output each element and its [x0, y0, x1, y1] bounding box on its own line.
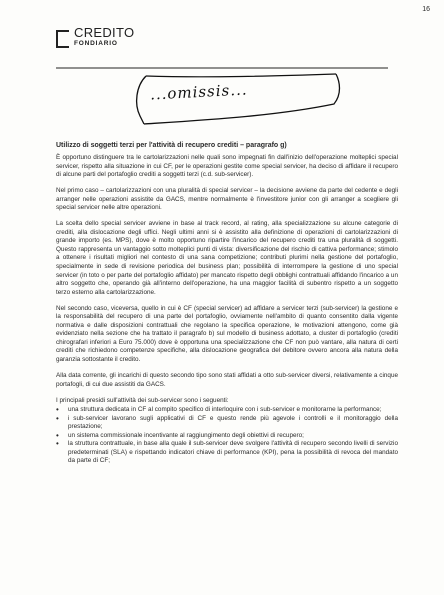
- credito-fondiario-logo: [56, 26, 134, 48]
- list-item: • un sistema commissionale incentivante al raggiungimento degli obiettivi di recupero;: [56, 432, 398, 441]
- handwritten-omissis: ...omissis...: [149, 80, 248, 104]
- paragraph: Alla data corrente, gli incarichi di questo secondo tipo sono stati affidati a otto sub-servicer diversi, relativamente a cinque portafogli, di cui due assistiti da GACS.: [56, 372, 398, 388]
- paragraph: I principali presidi sull'attività dei sub-servicer sono i seguenti:: [56, 396, 229, 404]
- body-text: [56, 154, 398, 466]
- presidi-list: [56, 406, 398, 466]
- paragraph: Nel secondo caso, viceversa, quello in cui è CF (special servicer) ad affidare a servicer terzi (sub-servicer) la gestione e la responsabilità del recupero di una parte del portafoglio, ovviamente nell'ambito di quanto consentito dalla vigente normativa e dalle disposizioni contrattuali che regolano la specifica operazione, le motivazioni attengono, come già evidenziato nella sezione che ha trattato il paragrafo b) sul modello di business adottato, a cluster di portafoglio (crediti chirografari inferiori a Euro 75.000) dove è opportuna una specializzazione che CF non può vantare, alla natura di certi crediti che richiedono competenze specifiche, alla dislocazione geografica del debitore ovvero ancora alla natura della garanzia sottostante il credito.: [56, 304, 398, 363]
- section-heading: Utilizzo di soggetti terzi per l'attività di recupero crediti – paragrafo g): [56, 142, 287, 149]
- page-number: 16: [422, 6, 430, 13]
- paragraph: La scelta dello special servicer avviene in base al track record, al rating, alla specializzazione su alcune categorie di crediti, alla dislocazione degli uffici. Negli ultimi anni si è assistito alla definizione di operazioni di cartolarizzazioni di grande importo (es. MPS), dove è molto opportuno ripartire l'incarico del recupero crediti tra una pluralità di soggetti. Questo rappresenta un vantaggio sotto molteplici punti di vista: diversificazione del rischio di cattiva performance; stimolo a ottenere i risultati migliori nel contesto di una sana competizione; contributi plurimi nella gestione del portafoglio, specialmente in sede di revisione periodica del business plan; possibilità di interrompere la gestione di uno special servicer (in toto o per parte del portafoglio affidato) per mancato rispetto degli obblighi contrattuali affidando l'incarico a un altro soggetto che, operando già all'interno dell'operazione, ha una maggior facilità di subentro rispetto a un soggetto terzo esterno alla cartolarizzazione.: [56, 220, 398, 296]
- list-item: • la struttura contrattuale, in base alla quale il sub-servicer deve svolgere l'attività di recupero secondo livelli di servizio predeterminati (SLA) e rispettando indicatori chiave di performance (KPI), pena la possibilità di revoca del mandato da parte di CF;: [56, 440, 398, 466]
- logo-line-1: CREDITO: [74, 25, 135, 40]
- logo-bracket-icon: [56, 30, 69, 48]
- paragraph: Nel primo caso – cartolarizzazioni con una pluralità di special servicer – la decisione avviene da parte del cedente e degli arranger nelle operazioni assistite da GACS, mentre normalmente è l'investitore junior con gli arranger a scegliere gli special servicer nelle altre operazioni.: [56, 187, 398, 212]
- list-item: • una struttura dedicata in CF al compito specifico di interloquire con i sub-servicer e monitorarne la performance;: [56, 406, 398, 415]
- paragraph: È opportuno distinguere tra le cartolarizzazioni nelle quali sono impegnati fin dall'inizio dell'operazione molteplici special servicer, rispetto alla situazione in cui CF, per le operazioni gestite come special servicer, ha deciso di affidare il recupero di alcune parti del portafoglio crediti a soggetti terzi (c.d. sub-servicer).: [56, 154, 398, 179]
- logo-line-2: FONDIARIO: [74, 40, 118, 47]
- list-item: • i sub-servicer lavorano sugli applicativi di CF e questo rende più agevole i controlli e il monitoraggio della prestazione;: [56, 415, 398, 432]
